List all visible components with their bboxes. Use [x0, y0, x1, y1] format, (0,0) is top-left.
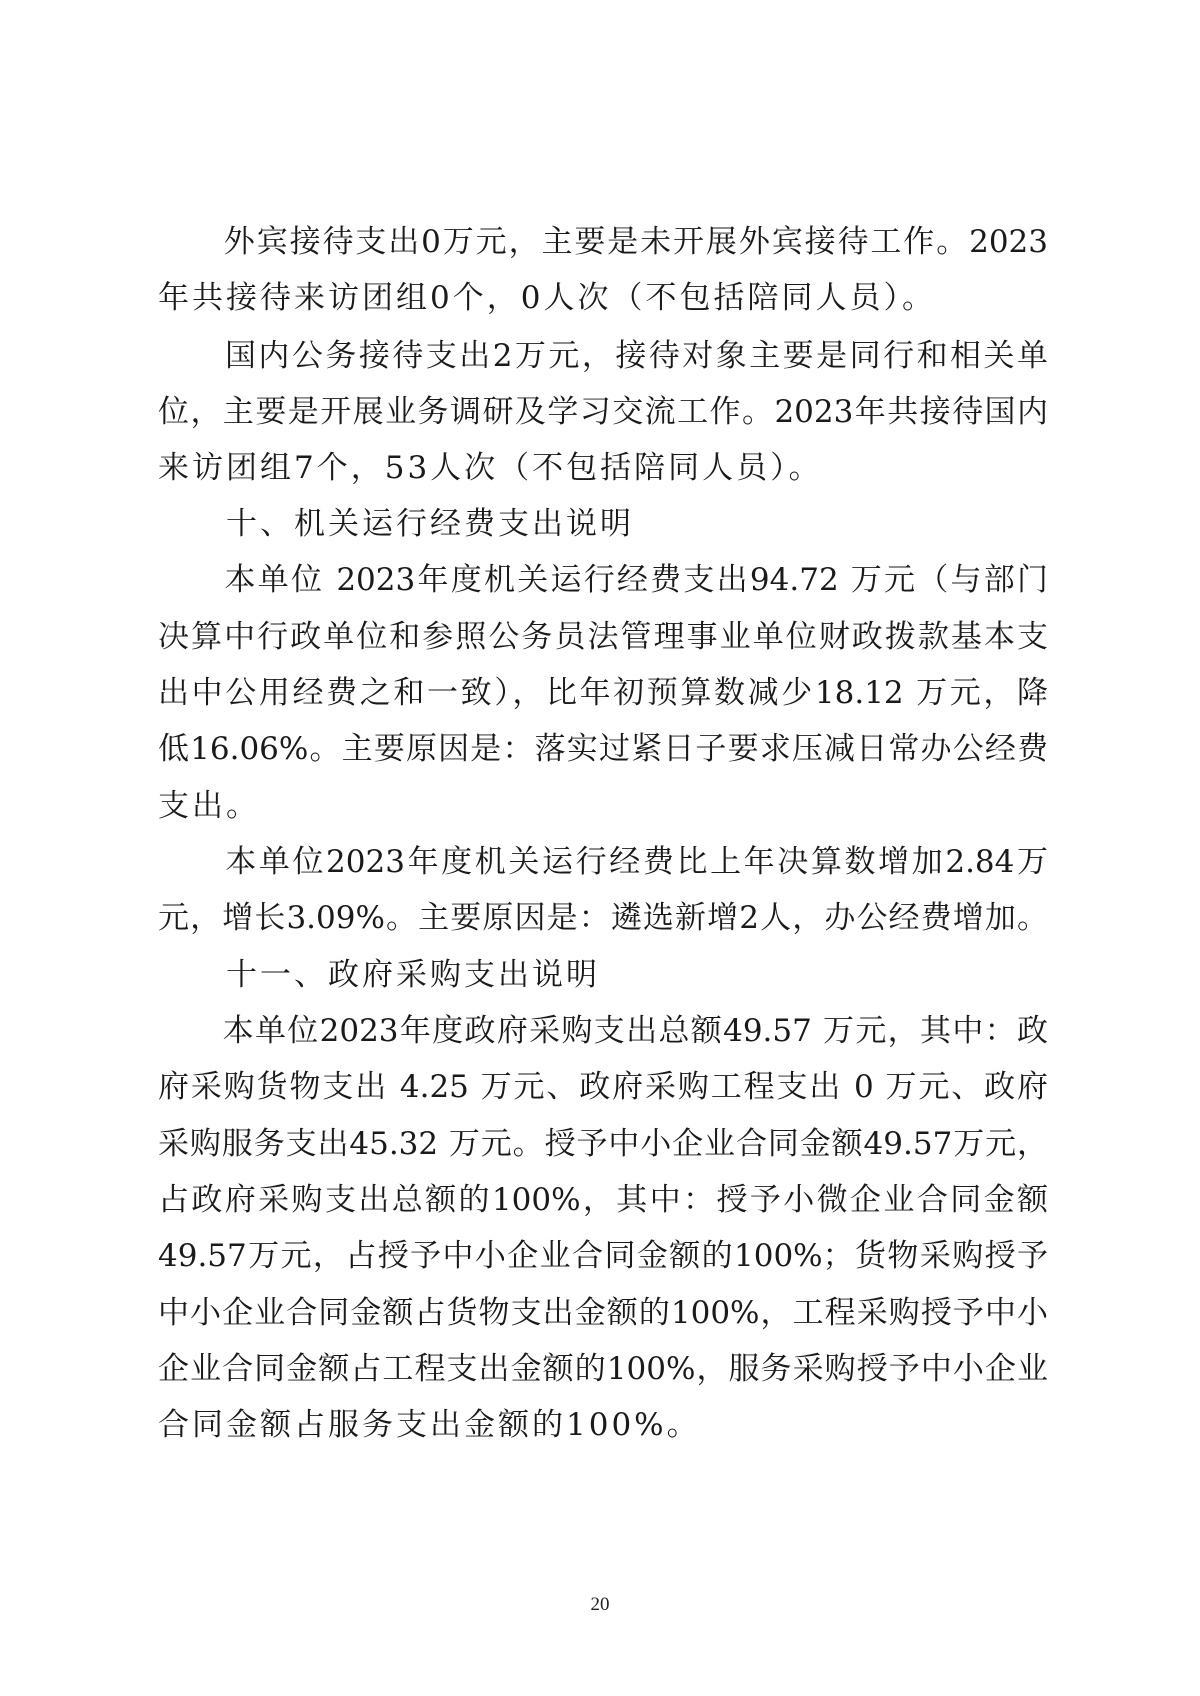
paragraph-procurement-line-1: 本单位2023年度政府采购支出总额49.57 万元，其中：政: [158, 1013, 1048, 1049]
paragraph-domestic-reception-line-3: 来访团组7个，53人次（不包括陪同人员）。: [158, 450, 823, 486]
paragraph-foreign-reception-line-1: 外宾接待支出0万元，主要是未开展外宾接待工作。2023: [158, 224, 1048, 260]
section-heading-11: 十一、政府采购支出说明: [158, 957, 600, 993]
paragraph-procurement-line-7: 企业合同金额占工程支出金额的100%，服务采购授予中小企业: [158, 1351, 1048, 1387]
paragraph-procurement-line-5: 49.57万元，占授予中小企业合同金额的100%；货物采购授予: [158, 1238, 1048, 1274]
paragraph-operating-expenses-line-1: 本单位 2023年度机关运行经费支出94.72 万元（与部门: [158, 562, 1048, 598]
paragraph-operating-expenses-line-4: 低16.06%。主要原因是：落实过紧日子要求压减日常办公经费: [158, 731, 1048, 767]
paragraph-procurement-line-2: 府采购货物支出 4.25 万元、政府采购工程支出 0 万元、政府: [158, 1069, 1048, 1105]
paragraph-procurement-line-8: 合同金额占服务支出金额的100%。: [158, 1407, 701, 1443]
paragraph-operating-comparison-line-2: 元，增长3.09%。主要原因是：遴选新增2人，办公经费增加。: [158, 900, 1048, 936]
paragraph-operating-expenses-line-3: 出中公用经费之和一致），比年初预算数减少18.12 万元，降: [158, 675, 1048, 711]
paragraph-domestic-reception-line-1: 国内公务接待支出2万元，接待对象主要是同行和相关单: [158, 338, 1048, 374]
paragraph-operating-expenses-line-2: 决算中行政单位和参照公务员法管理事业单位财政拨款基本支: [158, 619, 1048, 655]
paragraph-procurement-line-3: 采购服务支出45.32 万元。授予中小企业合同金额49.57万元，: [158, 1126, 1048, 1162]
paragraph-operating-comparison-line-1: 本单位2023年度机关运行经费比上年决算数增加2.84万: [158, 844, 1048, 880]
paragraph-procurement-line-6: 中小企业合同金额占货物支出金额的100%，工程采购授予中小: [158, 1295, 1048, 1331]
paragraph-procurement-line-4: 占政府采购支出总额的100%，其中：授予小微企业合同金额: [158, 1182, 1048, 1218]
paragraph-operating-expenses-line-5: 支出。: [158, 788, 260, 824]
paragraph-domestic-reception-line-2: 位，主要是开展业务调研及学习交流工作。2023年共接待国内: [158, 394, 1048, 430]
page-number: 20: [590, 1594, 610, 1615]
paragraph-foreign-reception-line-2: 年共接待来访团组0个，0人次（不包括陪同人员）。: [158, 280, 936, 316]
section-heading-10: 十、机关运行经费支出说明: [158, 506, 634, 542]
